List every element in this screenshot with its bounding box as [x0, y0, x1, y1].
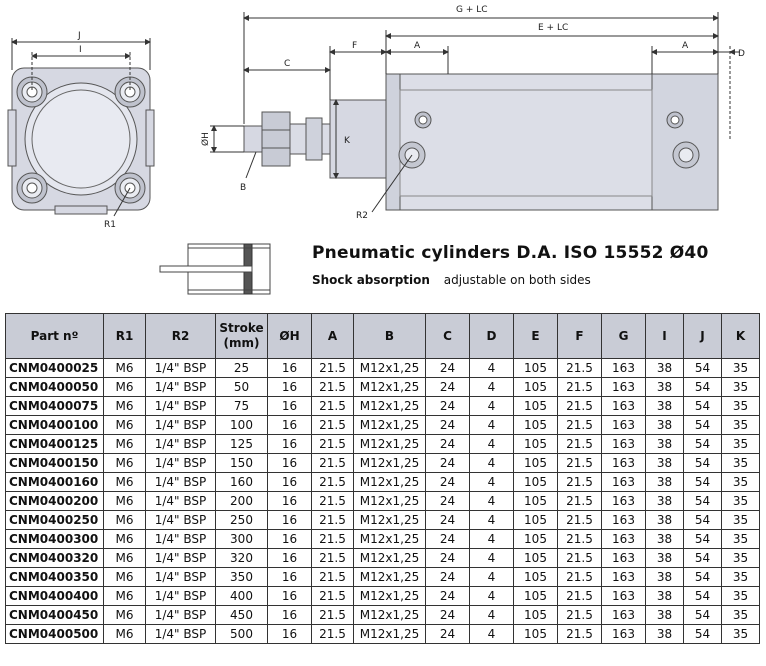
table-cell: 200 — [216, 492, 268, 511]
table-cell: 35 — [722, 416, 760, 435]
table-cell: 105 — [514, 606, 558, 625]
dim-i-label: I — [79, 45, 82, 55]
table-cell: M6 — [104, 378, 146, 397]
table-cell: 16 — [268, 606, 312, 625]
table-header-row — [6, 314, 760, 359]
table-cell: 1/4" BSP — [146, 416, 216, 435]
end-view — [8, 38, 154, 216]
table-cell: 38 — [646, 378, 684, 397]
table-cell: 35 — [722, 530, 760, 549]
table-cell: 1/4" BSP — [146, 625, 216, 644]
table-cell: 21.5 — [312, 549, 354, 568]
dim-g-lc-label: G + LC — [456, 5, 488, 15]
spec-table — [5, 313, 760, 644]
dim-b-label: B — [240, 183, 247, 193]
table-cell: M6 — [104, 397, 146, 416]
part-number-cell: CNM0400300 — [6, 530, 104, 549]
corner-bolt-bl — [17, 173, 47, 203]
table-cell: M6 — [104, 492, 146, 511]
table-cell: 38 — [646, 549, 684, 568]
table-cell: 50 — [216, 378, 268, 397]
table-cell: 16 — [268, 397, 312, 416]
table-cell: 24 — [426, 454, 470, 473]
dim-k-label: K — [344, 136, 350, 146]
table-cell: 21.5 — [558, 492, 602, 511]
part-number-cell: CNM0400050 — [6, 378, 104, 397]
table-cell: 4 — [470, 511, 514, 530]
table-cell: M6 — [104, 549, 146, 568]
table-cell: 4 — [470, 492, 514, 511]
table-cell: M6 — [104, 568, 146, 587]
table-cell: 16 — [268, 416, 312, 435]
table-cell: M12x1,25 — [354, 606, 426, 625]
table-cell: 54 — [684, 549, 722, 568]
part-number-cell: CNM0400500 — [6, 625, 104, 644]
table-cell: 4 — [470, 378, 514, 397]
table-cell: 1/4" BSP — [146, 435, 216, 454]
table-cell: 105 — [514, 473, 558, 492]
table-body — [6, 359, 760, 644]
table-cell: 4 — [470, 587, 514, 606]
table-cell: 24 — [426, 568, 470, 587]
table-cell: M6 — [104, 606, 146, 625]
table-cell: 4 — [470, 530, 514, 549]
table-cell: 163 — [602, 359, 646, 378]
table-cell: 105 — [514, 511, 558, 530]
table-cell: 24 — [426, 378, 470, 397]
part-number-cell: CNM0400125 — [6, 435, 104, 454]
table-row — [6, 492, 760, 511]
table-cell: M12x1,25 — [354, 549, 426, 568]
table-cell: 38 — [646, 359, 684, 378]
table-cell: 16 — [268, 359, 312, 378]
table-cell: 400 — [216, 587, 268, 606]
column-header: A — [312, 314, 354, 359]
part-number-cell: CNM0400320 — [6, 549, 104, 568]
table-cell: M6 — [104, 454, 146, 473]
table-cell: 21.5 — [312, 435, 354, 454]
table-cell: 24 — [426, 397, 470, 416]
column-header: E — [514, 314, 558, 359]
table-cell: 16 — [268, 587, 312, 606]
table-cell: 1/4" BSP — [146, 378, 216, 397]
part-number-cell: CNM0400200 — [6, 492, 104, 511]
dim-r1-label: R1 — [104, 220, 116, 230]
column-header: C — [426, 314, 470, 359]
table-cell: 105 — [514, 454, 558, 473]
column-header: R2 — [146, 314, 216, 359]
table-cell: M6 — [104, 435, 146, 454]
table-cell: 54 — [684, 587, 722, 606]
table-cell: 1/4" BSP — [146, 473, 216, 492]
table-cell: 21.5 — [312, 397, 354, 416]
part-number-cell: CNM0400350 — [6, 568, 104, 587]
part-number-cell: CNM0400150 — [6, 454, 104, 473]
table-cell: 100 — [216, 416, 268, 435]
table-cell: 35 — [722, 625, 760, 644]
table-cell: M12x1,25 — [354, 397, 426, 416]
table-cell: 163 — [602, 492, 646, 511]
table-cell: 163 — [602, 511, 646, 530]
table-cell: 21.5 — [558, 530, 602, 549]
table-cell: 1/4" BSP — [146, 549, 216, 568]
table-cell: M6 — [104, 625, 146, 644]
table-cell: 105 — [514, 359, 558, 378]
table-row — [6, 587, 760, 606]
table-cell: 16 — [268, 511, 312, 530]
table-cell: 35 — [722, 587, 760, 606]
part-number-cell: CNM0400100 — [6, 416, 104, 435]
table-cell: 24 — [426, 549, 470, 568]
table-cell: 21.5 — [558, 435, 602, 454]
table-cell: 4 — [470, 359, 514, 378]
column-header: B — [354, 314, 426, 359]
table-cell: 38 — [646, 530, 684, 549]
table-cell: 320 — [216, 549, 268, 568]
table-cell: 1/4" BSP — [146, 397, 216, 416]
table-cell: 21.5 — [312, 511, 354, 530]
table-cell: M6 — [104, 359, 146, 378]
table-cell: 54 — [684, 530, 722, 549]
table-cell: 163 — [602, 473, 646, 492]
table-cell: 75 — [216, 397, 268, 416]
table-cell: 38 — [646, 416, 684, 435]
table-cell: 125 — [216, 435, 268, 454]
dim-c-label: C — [284, 59, 291, 69]
table-cell: 54 — [684, 568, 722, 587]
table-cell: M6 — [104, 416, 146, 435]
table-row — [6, 511, 760, 530]
table-cell: 21.5 — [312, 625, 354, 644]
shock-absorption-value: adjustable on both sides — [443, 273, 591, 287]
table-cell: 54 — [684, 359, 722, 378]
table-cell: M12x1,25 — [354, 587, 426, 606]
table-cell: M12x1,25 — [354, 492, 426, 511]
column-header: D — [470, 314, 514, 359]
part-number-cell: CNM0400025 — [6, 359, 104, 378]
table-cell: 54 — [684, 625, 722, 644]
table-cell: 35 — [722, 454, 760, 473]
table-cell: 21.5 — [558, 359, 602, 378]
dim-oh-label: ØH — [201, 132, 211, 146]
table-cell: 24 — [426, 530, 470, 549]
table-cell: M12x1,25 — [354, 378, 426, 397]
table-cell: M12x1,25 — [354, 473, 426, 492]
table-row — [6, 397, 760, 416]
table-cell: 21.5 — [558, 549, 602, 568]
table-cell: 21.5 — [312, 416, 354, 435]
table-row — [6, 454, 760, 473]
table-cell: 105 — [514, 416, 558, 435]
table-cell: 21.5 — [558, 473, 602, 492]
table-cell: 24 — [426, 606, 470, 625]
table-cell: 54 — [684, 511, 722, 530]
table-cell: 450 — [216, 606, 268, 625]
table-cell: 105 — [514, 549, 558, 568]
table-cell: 35 — [722, 492, 760, 511]
table-row — [6, 568, 760, 587]
shock-absorption-label: Shock absorption — [312, 273, 430, 287]
table-cell: 1/4" BSP — [146, 492, 216, 511]
table-cell: 16 — [268, 530, 312, 549]
table-cell: 21.5 — [312, 492, 354, 511]
table-cell: M6 — [104, 511, 146, 530]
table-cell: 16 — [268, 625, 312, 644]
table-cell: 163 — [602, 549, 646, 568]
table-cell: 163 — [602, 625, 646, 644]
table-cell: 16 — [268, 454, 312, 473]
column-header: R1 — [104, 314, 146, 359]
table-cell: 1/4" BSP — [146, 511, 216, 530]
dim-f-label: F — [352, 41, 358, 51]
table-cell: 24 — [426, 587, 470, 606]
table-cell: 350 — [216, 568, 268, 587]
table-cell: 160 — [216, 473, 268, 492]
dim-j-label: J — [78, 31, 81, 41]
table-cell: 1/4" BSP — [146, 606, 216, 625]
table-cell: 1/4" BSP — [146, 359, 216, 378]
table-cell: 150 — [216, 454, 268, 473]
table-cell: 35 — [722, 473, 760, 492]
table-cell: 35 — [722, 606, 760, 625]
table-cell: 105 — [514, 568, 558, 587]
table-cell: 1/4" BSP — [146, 568, 216, 587]
table-row — [6, 606, 760, 625]
table-cell: 4 — [470, 454, 514, 473]
table-cell: 21.5 — [312, 587, 354, 606]
table-cell: 24 — [426, 625, 470, 644]
column-header: Stroke (mm) — [216, 314, 268, 359]
table-cell: M6 — [104, 587, 146, 606]
table-cell: 35 — [722, 549, 760, 568]
table-cell: 1/4" BSP — [146, 587, 216, 606]
table-cell: 4 — [470, 435, 514, 454]
dim-a-right-label: A — [682, 41, 689, 51]
table-cell: 54 — [684, 606, 722, 625]
table-cell: 163 — [602, 587, 646, 606]
side-view — [210, 12, 740, 212]
table-row — [6, 359, 760, 378]
table-cell: 21.5 — [558, 568, 602, 587]
table-cell: M6 — [104, 473, 146, 492]
table-cell: 35 — [722, 511, 760, 530]
table-cell: M12x1,25 — [354, 454, 426, 473]
shock-absorption-line — [312, 273, 591, 287]
table-cell: 24 — [426, 492, 470, 511]
table-cell: 1/4" BSP — [146, 530, 216, 549]
table-cell: 38 — [646, 492, 684, 511]
table-cell: 54 — [684, 473, 722, 492]
table-row — [6, 549, 760, 568]
table-cell: 105 — [514, 587, 558, 606]
table-cell: 4 — [470, 568, 514, 587]
column-header: K — [722, 314, 760, 359]
table-cell: 35 — [722, 397, 760, 416]
cylinder-symbol — [160, 244, 270, 294]
column-header: G — [602, 314, 646, 359]
table-row — [6, 473, 760, 492]
column-header: J — [684, 314, 722, 359]
column-header: I — [646, 314, 684, 359]
page-title: Pneumatic cylinders D.A. ISO 15552 Ø40 — [312, 243, 709, 263]
table-cell: 24 — [426, 511, 470, 530]
table-cell: 21.5 — [558, 397, 602, 416]
table-cell: 21.5 — [558, 378, 602, 397]
technical-drawing — [0, 0, 766, 310]
table-cell: M12x1,25 — [354, 530, 426, 549]
table-cell: 38 — [646, 511, 684, 530]
table-cell: M12x1,25 — [354, 435, 426, 454]
table-cell: 163 — [602, 568, 646, 587]
table-cell: 163 — [602, 416, 646, 435]
table-cell: 21.5 — [558, 606, 602, 625]
table-cell: 38 — [646, 435, 684, 454]
dim-e-lc-label: E + LC — [538, 23, 569, 33]
table-cell: M12x1,25 — [354, 359, 426, 378]
table-cell: 38 — [646, 473, 684, 492]
table-cell: 24 — [426, 416, 470, 435]
table-cell: 25 — [216, 359, 268, 378]
table-cell: 16 — [268, 435, 312, 454]
table-cell: 105 — [514, 378, 558, 397]
table-cell: 16 — [268, 473, 312, 492]
table-cell: 35 — [722, 359, 760, 378]
table-cell: 16 — [268, 378, 312, 397]
table-cell: 24 — [426, 359, 470, 378]
table-cell: 21.5 — [312, 568, 354, 587]
table-cell: 21.5 — [312, 454, 354, 473]
part-number-cell: CNM0400450 — [6, 606, 104, 625]
table-cell: 1/4" BSP — [146, 454, 216, 473]
table-cell: 4 — [470, 549, 514, 568]
table-cell: 16 — [268, 568, 312, 587]
column-header: F — [558, 314, 602, 359]
part-number-cell: CNM0400075 — [6, 397, 104, 416]
dim-r2-label: R2 — [356, 211, 368, 221]
table-cell: 35 — [722, 568, 760, 587]
table-cell: M12x1,25 — [354, 625, 426, 644]
table-cell: 105 — [514, 435, 558, 454]
table-cell: 163 — [602, 454, 646, 473]
table-row — [6, 530, 760, 549]
table-cell: 21.5 — [312, 530, 354, 549]
part-number-cell: CNM0400400 — [6, 587, 104, 606]
table-cell: 38 — [646, 625, 684, 644]
table-cell: 4 — [470, 625, 514, 644]
table-cell: 54 — [684, 378, 722, 397]
table-cell: 105 — [514, 492, 558, 511]
table-cell: 105 — [514, 625, 558, 644]
table-cell: 21.5 — [312, 359, 354, 378]
table-cell: 21.5 — [558, 454, 602, 473]
part-number-cell: CNM0400160 — [6, 473, 104, 492]
column-header: Part nº — [6, 314, 104, 359]
table-cell: M12x1,25 — [354, 568, 426, 587]
table-row — [6, 416, 760, 435]
table-cell: 38 — [646, 568, 684, 587]
dim-d-label: D — [738, 49, 745, 59]
table-cell: 21.5 — [558, 511, 602, 530]
table-cell: 4 — [470, 473, 514, 492]
part-number-cell: CNM0400250 — [6, 511, 104, 530]
table-cell: 16 — [268, 492, 312, 511]
table-cell: 163 — [602, 435, 646, 454]
corner-bolt-tl — [17, 77, 47, 107]
table-cell: 4 — [470, 416, 514, 435]
table-cell: 38 — [646, 454, 684, 473]
table-cell: 35 — [722, 435, 760, 454]
table-cell: M12x1,25 — [354, 416, 426, 435]
table-cell: 21.5 — [558, 416, 602, 435]
table-cell: 163 — [602, 378, 646, 397]
table-row — [6, 435, 760, 454]
column-header: ØH — [268, 314, 312, 359]
corner-bolt-tr — [115, 77, 145, 107]
table-cell: 500 — [216, 625, 268, 644]
table-cell: 105 — [514, 397, 558, 416]
table-cell: M12x1,25 — [354, 511, 426, 530]
table-cell: 163 — [602, 530, 646, 549]
table-cell: 300 — [216, 530, 268, 549]
table-cell: 38 — [646, 606, 684, 625]
table-cell: 163 — [602, 397, 646, 416]
table-cell: 38 — [646, 397, 684, 416]
table-cell: 21.5 — [558, 625, 602, 644]
table-cell: M6 — [104, 530, 146, 549]
table-row — [6, 378, 760, 397]
table-cell: 24 — [426, 435, 470, 454]
table-cell: 54 — [684, 397, 722, 416]
table-cell: 21.5 — [312, 473, 354, 492]
table-cell: 163 — [602, 606, 646, 625]
table-row — [6, 625, 760, 644]
table-cell: 21.5 — [312, 606, 354, 625]
table-cell: 4 — [470, 397, 514, 416]
table-cell: 16 — [268, 549, 312, 568]
table-cell: 21.5 — [312, 378, 354, 397]
table-cell: 54 — [684, 492, 722, 511]
table-cell: 24 — [426, 473, 470, 492]
table-cell: 4 — [470, 606, 514, 625]
table-cell: 105 — [514, 530, 558, 549]
table-cell: 35 — [722, 378, 760, 397]
dim-a-left-label: A — [414, 41, 421, 51]
table-cell: 54 — [684, 454, 722, 473]
table-cell: 250 — [216, 511, 268, 530]
table-cell: 54 — [684, 416, 722, 435]
table-cell: 21.5 — [558, 587, 602, 606]
table-cell: 38 — [646, 587, 684, 606]
table-cell: 54 — [684, 435, 722, 454]
